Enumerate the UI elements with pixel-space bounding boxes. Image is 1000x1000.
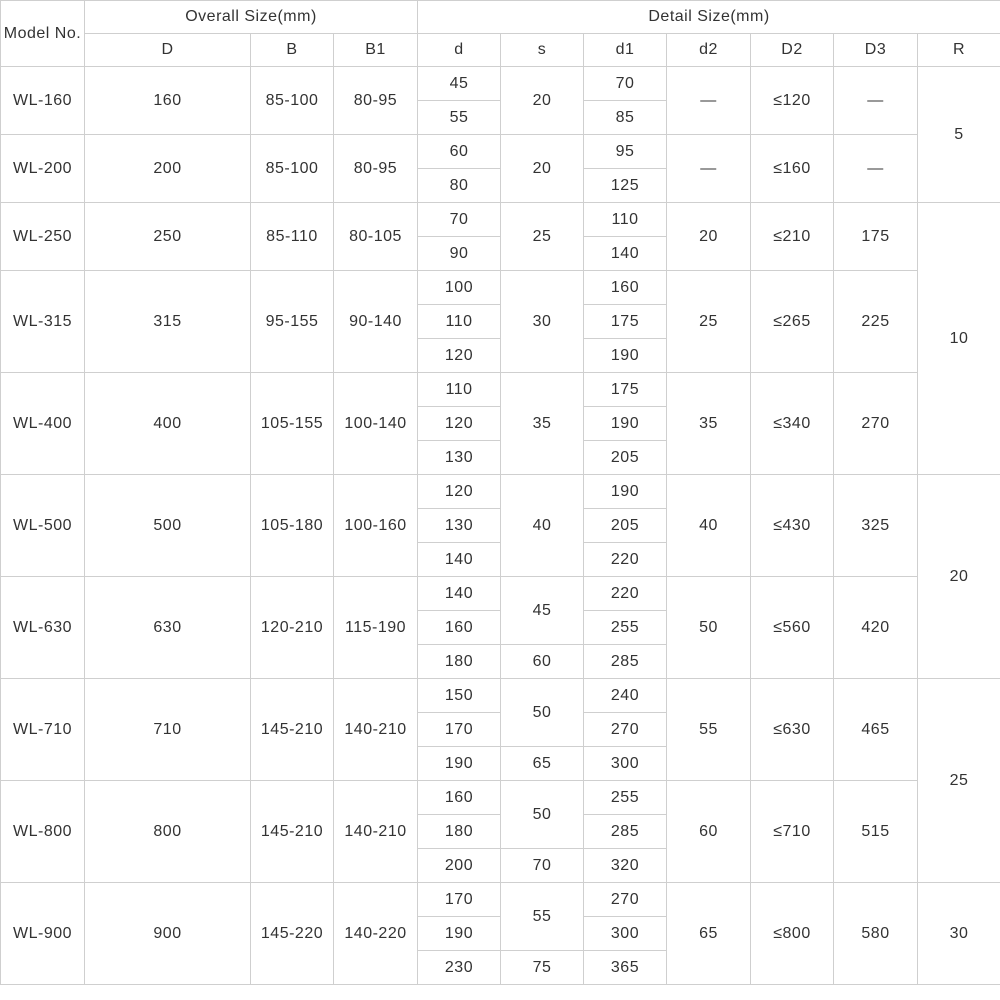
cell-s: 20 bbox=[501, 135, 584, 203]
cell-B1: 140-210 bbox=[334, 679, 418, 781]
col-d2: d2 bbox=[667, 34, 751, 67]
cell-D3: 325 bbox=[834, 475, 918, 577]
cell-D2: ≤430 bbox=[751, 475, 834, 577]
cell-B1: 90-140 bbox=[334, 271, 418, 373]
table-row bbox=[1, 373, 1000, 407]
cell-d: 120 bbox=[418, 475, 501, 509]
cell-D: 800 bbox=[85, 781, 251, 883]
cell-d1: 220 bbox=[584, 577, 667, 611]
cell-d1: 240 bbox=[584, 679, 667, 713]
cell-D: 500 bbox=[85, 475, 251, 577]
col-d1: d1 bbox=[584, 34, 667, 67]
cell-d: 110 bbox=[418, 373, 501, 407]
model-label: WL-400 bbox=[12, 414, 73, 432]
cell-s: 65 bbox=[501, 747, 584, 781]
col-B1: B1 bbox=[334, 34, 418, 67]
cell-d2: 35 bbox=[667, 373, 751, 475]
table-row bbox=[1, 475, 1000, 509]
header-model: Model No. bbox=[1, 1, 85, 67]
cell-s: 40 bbox=[501, 475, 584, 577]
cell-d1: 320 bbox=[584, 849, 667, 883]
cell-d2: — bbox=[667, 135, 751, 203]
cell-B1: 80-95 bbox=[334, 135, 418, 203]
cell-d1: 255 bbox=[584, 611, 667, 645]
cell-D2: ≤120 bbox=[751, 67, 834, 135]
table-row bbox=[1, 271, 1000, 305]
cell-B: 145-210 bbox=[251, 679, 334, 781]
table-row bbox=[1, 781, 1000, 815]
cell-d: 120 bbox=[418, 339, 501, 373]
model-label: WL-500 bbox=[12, 516, 73, 534]
cell-B1: 140-220 bbox=[334, 883, 418, 985]
model-cell bbox=[1, 67, 85, 135]
cell-D: 200 bbox=[85, 135, 251, 203]
cell-D3: — bbox=[834, 135, 918, 203]
cell-d1: 285 bbox=[584, 645, 667, 679]
cell-D: 160 bbox=[85, 67, 251, 135]
model-label: WL-315 bbox=[12, 312, 73, 330]
model-cell bbox=[1, 373, 85, 475]
table-row bbox=[1, 577, 1000, 611]
model-label: WL-160 bbox=[12, 91, 73, 109]
cell-s: 60 bbox=[501, 645, 584, 679]
cell-R: 10 bbox=[918, 203, 1000, 475]
cell-s: 25 bbox=[501, 203, 584, 271]
cell-d1: 95 bbox=[584, 135, 667, 169]
cell-d1: 160 bbox=[584, 271, 667, 305]
table-row bbox=[1, 135, 1000, 169]
cell-d: 140 bbox=[418, 543, 501, 577]
cell-d1: 270 bbox=[584, 883, 667, 917]
model-cell bbox=[1, 679, 85, 781]
cell-d1: 110 bbox=[584, 203, 667, 237]
header-detail-size: Detail Size(mm) bbox=[418, 1, 1000, 34]
cell-d2: 40 bbox=[667, 475, 751, 577]
cell-D: 900 bbox=[85, 883, 251, 985]
cell-d: 190 bbox=[418, 747, 501, 781]
cell-d1: 70 bbox=[584, 67, 667, 101]
cell-B1: 115-190 bbox=[334, 577, 418, 679]
model-cell bbox=[1, 577, 85, 679]
cell-d1: 205 bbox=[584, 509, 667, 543]
cell-B1: 100-140 bbox=[334, 373, 418, 475]
cell-D3: 175 bbox=[834, 203, 918, 271]
cell-s: 50 bbox=[501, 781, 584, 849]
cell-D: 630 bbox=[85, 577, 251, 679]
cell-d: 140 bbox=[418, 577, 501, 611]
model-cell bbox=[1, 271, 85, 373]
cell-d2: — bbox=[667, 67, 751, 135]
cell-d: 160 bbox=[418, 781, 501, 815]
cell-d: 200 bbox=[418, 849, 501, 883]
cell-R: 20 bbox=[918, 475, 1000, 679]
cell-d: 160 bbox=[418, 611, 501, 645]
cell-B1: 80-95 bbox=[334, 67, 418, 135]
cell-d1: 190 bbox=[584, 339, 667, 373]
cell-B1: 140-210 bbox=[334, 781, 418, 883]
cell-D3: 420 bbox=[834, 577, 918, 679]
cell-d: 170 bbox=[418, 713, 501, 747]
cell-B: 105-155 bbox=[251, 373, 334, 475]
model-label: WL-710 bbox=[12, 720, 73, 738]
cell-d2: 20 bbox=[667, 203, 751, 271]
table-row bbox=[1, 67, 1000, 101]
cell-D: 250 bbox=[85, 203, 251, 271]
col-B: B bbox=[251, 34, 334, 67]
cell-d1: 175 bbox=[584, 305, 667, 339]
cell-B1: 100-160 bbox=[334, 475, 418, 577]
model-label: WL-250 bbox=[12, 227, 73, 245]
cell-B: 145-210 bbox=[251, 781, 334, 883]
model-cell bbox=[1, 781, 85, 883]
cell-d: 70 bbox=[418, 203, 501, 237]
cell-s: 70 bbox=[501, 849, 584, 883]
cell-d1: 300 bbox=[584, 747, 667, 781]
cell-B1: 80-105 bbox=[334, 203, 418, 271]
cell-D2: ≤210 bbox=[751, 203, 834, 271]
cell-d1: 175 bbox=[584, 373, 667, 407]
cell-D3: 515 bbox=[834, 781, 918, 883]
cell-d2: 50 bbox=[667, 577, 751, 679]
cell-d2: 65 bbox=[667, 883, 751, 985]
cell-d1: 85 bbox=[584, 101, 667, 135]
model-cell bbox=[1, 203, 85, 271]
cell-s: 20 bbox=[501, 67, 584, 135]
cell-D3: 580 bbox=[834, 883, 918, 985]
cell-s: 30 bbox=[501, 271, 584, 373]
cell-B: 85-110 bbox=[251, 203, 334, 271]
col-D3: D3 bbox=[834, 34, 918, 67]
cell-d: 55 bbox=[418, 101, 501, 135]
cell-d1: 365 bbox=[584, 951, 667, 985]
cell-D3: 270 bbox=[834, 373, 918, 475]
header-overall-size: Overall Size(mm) bbox=[85, 1, 418, 34]
cell-d1: 220 bbox=[584, 543, 667, 577]
model-label: WL-200 bbox=[12, 159, 73, 177]
cell-d1: 190 bbox=[584, 475, 667, 509]
cell-D3: — bbox=[834, 67, 918, 135]
model-cell bbox=[1, 135, 85, 203]
cell-d1: 285 bbox=[584, 815, 667, 849]
cell-B: 85-100 bbox=[251, 67, 334, 135]
cell-d: 130 bbox=[418, 509, 501, 543]
cell-B: 105-180 bbox=[251, 475, 334, 577]
cell-d: 60 bbox=[418, 135, 501, 169]
cell-D2: ≤710 bbox=[751, 781, 834, 883]
cell-s: 55 bbox=[501, 883, 584, 951]
cell-D: 315 bbox=[85, 271, 251, 373]
model-label: WL-800 bbox=[12, 822, 73, 840]
cell-s: 45 bbox=[501, 577, 584, 645]
cell-B: 95-155 bbox=[251, 271, 334, 373]
cell-D2: ≤800 bbox=[751, 883, 834, 985]
cell-d1: 190 bbox=[584, 407, 667, 441]
cell-D3: 225 bbox=[834, 271, 918, 373]
col-s: s bbox=[501, 34, 584, 67]
cell-s: 35 bbox=[501, 373, 584, 475]
cell-d: 170 bbox=[418, 883, 501, 917]
cell-B: 85-100 bbox=[251, 135, 334, 203]
cell-D: 400 bbox=[85, 373, 251, 475]
cell-d2: 60 bbox=[667, 781, 751, 883]
cell-d: 130 bbox=[418, 441, 501, 475]
col-D: D bbox=[85, 34, 251, 67]
cell-d: 90 bbox=[418, 237, 501, 271]
table-row bbox=[1, 203, 1000, 237]
table-body bbox=[1, 67, 1000, 985]
table-row bbox=[1, 679, 1000, 713]
cell-D: 710 bbox=[85, 679, 251, 781]
cell-D2: ≤265 bbox=[751, 271, 834, 373]
cell-B: 145-220 bbox=[251, 883, 334, 985]
col-D2: D2 bbox=[751, 34, 834, 67]
col-d: d bbox=[418, 34, 501, 67]
cell-d: 150 bbox=[418, 679, 501, 713]
cell-D3: 465 bbox=[834, 679, 918, 781]
model-cell bbox=[1, 883, 85, 985]
cell-d: 180 bbox=[418, 645, 501, 679]
model-label: WL-630 bbox=[12, 618, 73, 636]
cell-D2: ≤630 bbox=[751, 679, 834, 781]
cell-d: 110 bbox=[418, 305, 501, 339]
col-R: R bbox=[918, 34, 1000, 67]
cell-d1: 255 bbox=[584, 781, 667, 815]
cell-d: 100 bbox=[418, 271, 501, 305]
cell-D2: ≤340 bbox=[751, 373, 834, 475]
cell-d1: 125 bbox=[584, 169, 667, 203]
model-cell bbox=[1, 475, 85, 577]
cell-R: 5 bbox=[918, 67, 1000, 203]
cell-R: 30 bbox=[918, 883, 1000, 985]
cell-d: 230 bbox=[418, 951, 501, 985]
cell-d1: 270 bbox=[584, 713, 667, 747]
model-label: WL-900 bbox=[12, 924, 73, 942]
cell-d2: 25 bbox=[667, 271, 751, 373]
cell-d2: 55 bbox=[667, 679, 751, 781]
cell-d1: 205 bbox=[584, 441, 667, 475]
cell-d: 180 bbox=[418, 815, 501, 849]
cell-d: 120 bbox=[418, 407, 501, 441]
table-row bbox=[1, 883, 1000, 917]
cell-s: 50 bbox=[501, 679, 584, 747]
cell-D2: ≤560 bbox=[751, 577, 834, 679]
cell-d: 80 bbox=[418, 169, 501, 203]
cell-d1: 140 bbox=[584, 237, 667, 271]
cell-R: 25 bbox=[918, 679, 1000, 883]
cell-d: 45 bbox=[418, 67, 501, 101]
cell-D2: ≤160 bbox=[751, 135, 834, 203]
cell-B: 120-210 bbox=[251, 577, 334, 679]
cell-s: 75 bbox=[501, 951, 584, 985]
cell-d: 190 bbox=[418, 917, 501, 951]
cell-d1: 300 bbox=[584, 917, 667, 951]
